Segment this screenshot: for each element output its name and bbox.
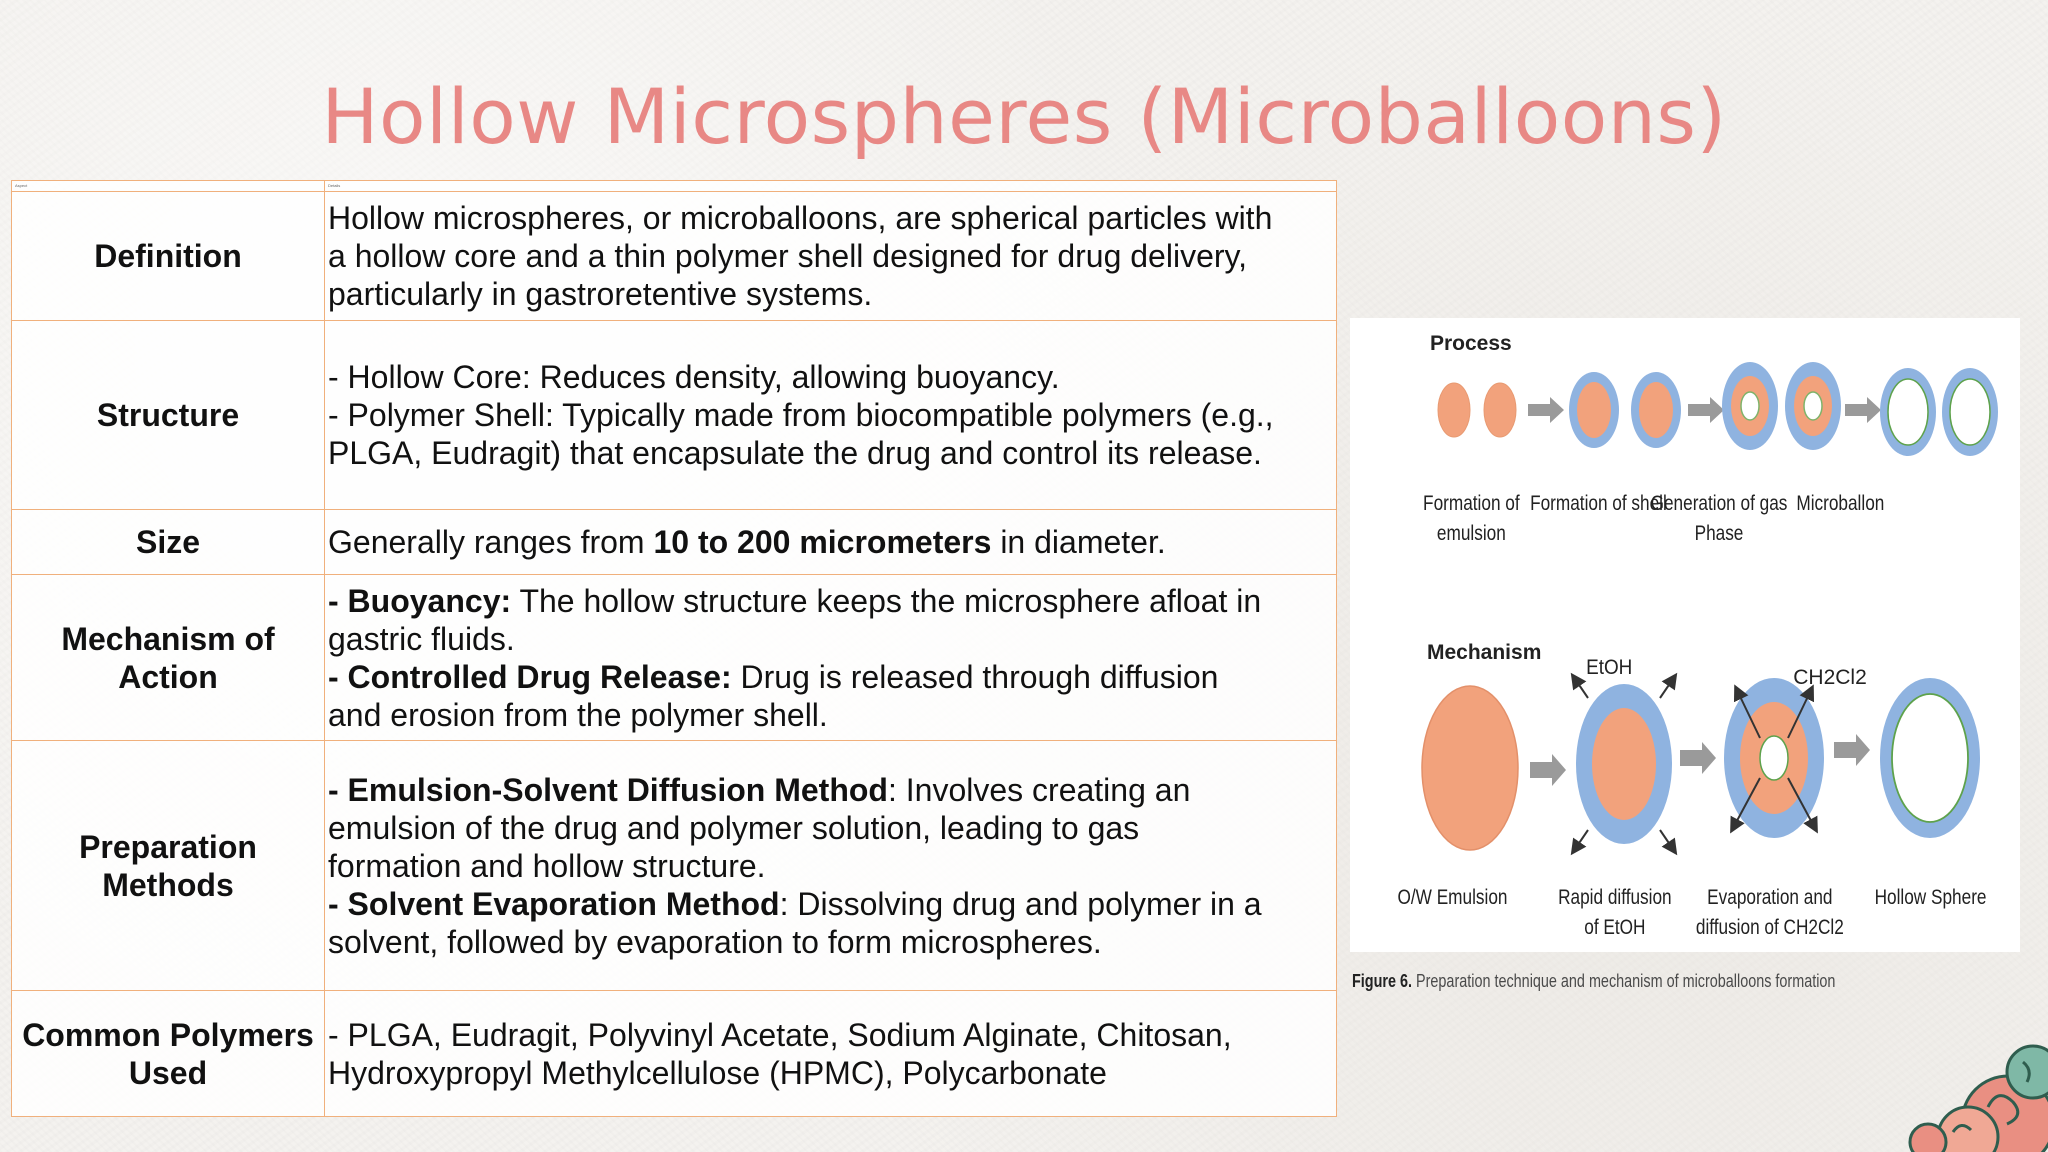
- detail-bold: - Solvent Evaporation Method: [328, 885, 780, 922]
- detail-line: particularly in gastroretentive systems.: [328, 276, 873, 312]
- detail-text: Generally ranges from: [328, 524, 654, 560]
- process-stage-gas: [1722, 362, 1841, 450]
- svg-text:Hollow Sphere: Hollow Sphere: [1874, 886, 1987, 910]
- detail-line: [328, 582, 1334, 620]
- detail-line: [328, 658, 1334, 696]
- svg-text:diffusion of CH2Cl2: diffusion of CH2Cl2: [1695, 916, 1844, 940]
- detail-line: [328, 885, 1334, 923]
- detail-line: emulsion of the drug and polymer solution, leading to gas: [328, 809, 1140, 846]
- arrow-icon: [1530, 754, 1566, 786]
- detail-line: PLGA, Eudragit) that encapsulate the drug and control its release.: [328, 435, 1262, 471]
- process-stage-emulsion: [1438, 383, 1516, 437]
- ch2cl2-label: CH2Cl2: [1793, 666, 1867, 689]
- table-row: [12, 991, 1337, 1117]
- row-aspect: Mechanism of Action: [12, 575, 325, 741]
- row-aspect: Size: [12, 510, 325, 575]
- table-row: [12, 575, 1337, 741]
- row-details: [325, 575, 1337, 741]
- caption-text: Preparation technique and mechanism of microballoons formation: [1412, 971, 1836, 991]
- process-stage-microballoon: [1880, 368, 1998, 456]
- svg-text:O/W Emulsion: O/W Emulsion: [1397, 886, 1508, 910]
- detail-line: - PLGA, Eudragit, Polyvinyl Acetate, Sodium Alginate, Chitosan,: [328, 1016, 1232, 1053]
- process-heading: Process: [1430, 332, 1512, 355]
- header-details: Details: [325, 181, 1337, 192]
- row-details: [325, 741, 1337, 991]
- detail-line: gastric fluids.: [328, 620, 515, 657]
- figure-caption: [1352, 971, 1835, 992]
- info-table: [11, 180, 1337, 1117]
- microballoon-diagram: [1350, 318, 2020, 952]
- row-aspect: Preparation Methods: [12, 741, 325, 991]
- svg-text:Formation of: Formation of: [1423, 492, 1520, 516]
- detail-line: Hydroxypropyl Methylcellulose (HPMC), Polycarbonate: [328, 1054, 1107, 1091]
- detail-line: and erosion from the polymer shell.: [328, 696, 828, 733]
- row-details: [325, 991, 1337, 1117]
- svg-text:Formation of shell: Formation of shell: [1530, 492, 1667, 516]
- table-row: [12, 741, 1337, 991]
- svg-text:Rapid diffusion: Rapid diffusion: [1558, 886, 1672, 910]
- svg-text:Evaporation and: Evaporation and: [1707, 886, 1833, 910]
- etoh-label: EtOH: [1586, 656, 1633, 680]
- mechanism-heading: Mechanism: [1427, 641, 1542, 664]
- svg-text:Phase: Phase: [1694, 522, 1744, 546]
- decorative-floral-illustration: [1858, 1012, 2048, 1152]
- detail-text: : Dissolving drug and polymer in a: [779, 885, 1262, 922]
- arrow-icon: [1680, 742, 1716, 774]
- table-row: [12, 192, 1337, 321]
- detail-bold: 10 to 200 micrometers: [653, 524, 992, 560]
- process-stage-shell: [1569, 372, 1681, 448]
- row-details: [325, 510, 1337, 575]
- detail-line: a hollow core and a thin polymer shell designed for drug delivery,: [328, 238, 1248, 274]
- arrow-icon: [1834, 734, 1870, 766]
- row-details: [325, 321, 1337, 510]
- process-labels: [1423, 493, 1884, 546]
- detail-bold: - Controlled Drug Release:: [328, 658, 732, 695]
- mech-stage-hollow-sphere: [1880, 678, 1980, 838]
- detail-line: - Polymer Shell: Typically made from biocompatible polymers (e.g.,: [328, 397, 1274, 433]
- detail-line: [328, 771, 1334, 809]
- arrow-icon: [1845, 397, 1881, 423]
- arrow-icon: [1688, 397, 1724, 423]
- table-header-row: [12, 181, 1337, 192]
- table-row: [12, 321, 1337, 510]
- header-aspect: Aspect: [12, 181, 325, 192]
- arrow-icon: [1528, 397, 1564, 423]
- row-aspect: Definition: [12, 192, 325, 321]
- detail-line: - Hollow Core: Reduces density, allowing buoyancy.: [328, 359, 1060, 395]
- mech-stage-ch2cl2: [1724, 678, 1824, 838]
- mechanism-labels: [1398, 887, 1987, 940]
- detail-text: The hollow structure keeps the microsphere afloat in: [511, 582, 1262, 619]
- caption-bold: Figure 6.: [1352, 971, 1413, 991]
- svg-text:of EtOH: of EtOH: [1584, 916, 1646, 940]
- detail-text: in diameter.: [991, 524, 1166, 560]
- mech-stage-etoh: [1573, 676, 1675, 852]
- page-title: Hollow Microspheres (Microballoons): [321, 72, 1727, 161]
- detail-line: formation and hollow structure.: [328, 847, 766, 884]
- svg-text:Generation of gas: Generation of gas: [1650, 492, 1788, 516]
- svg-text:Microballon: Microballon: [1796, 492, 1885, 516]
- row-aspect: Common Polymers Used: [12, 991, 325, 1117]
- svg-text:emulsion: emulsion: [1436, 522, 1506, 546]
- table-row: [12, 510, 1337, 575]
- detail-text: Drug is released through diffusion: [731, 658, 1219, 695]
- row-aspect: Structure: [12, 321, 325, 510]
- detail-line: Hollow microspheres, or microballoons, are spherical particles with: [328, 200, 1273, 236]
- figure-panel: [1350, 318, 2020, 952]
- detail-line: solvent, followed by evaporation to form microspheres.: [328, 923, 1102, 960]
- detail-bold: - Buoyancy:: [328, 582, 512, 619]
- detail-bold: - Emulsion-Solvent Diffusion Method: [328, 771, 888, 808]
- detail-text: : Involves creating an: [887, 771, 1191, 808]
- row-details: [325, 192, 1337, 321]
- ow-emulsion-droplet: [1422, 686, 1518, 850]
